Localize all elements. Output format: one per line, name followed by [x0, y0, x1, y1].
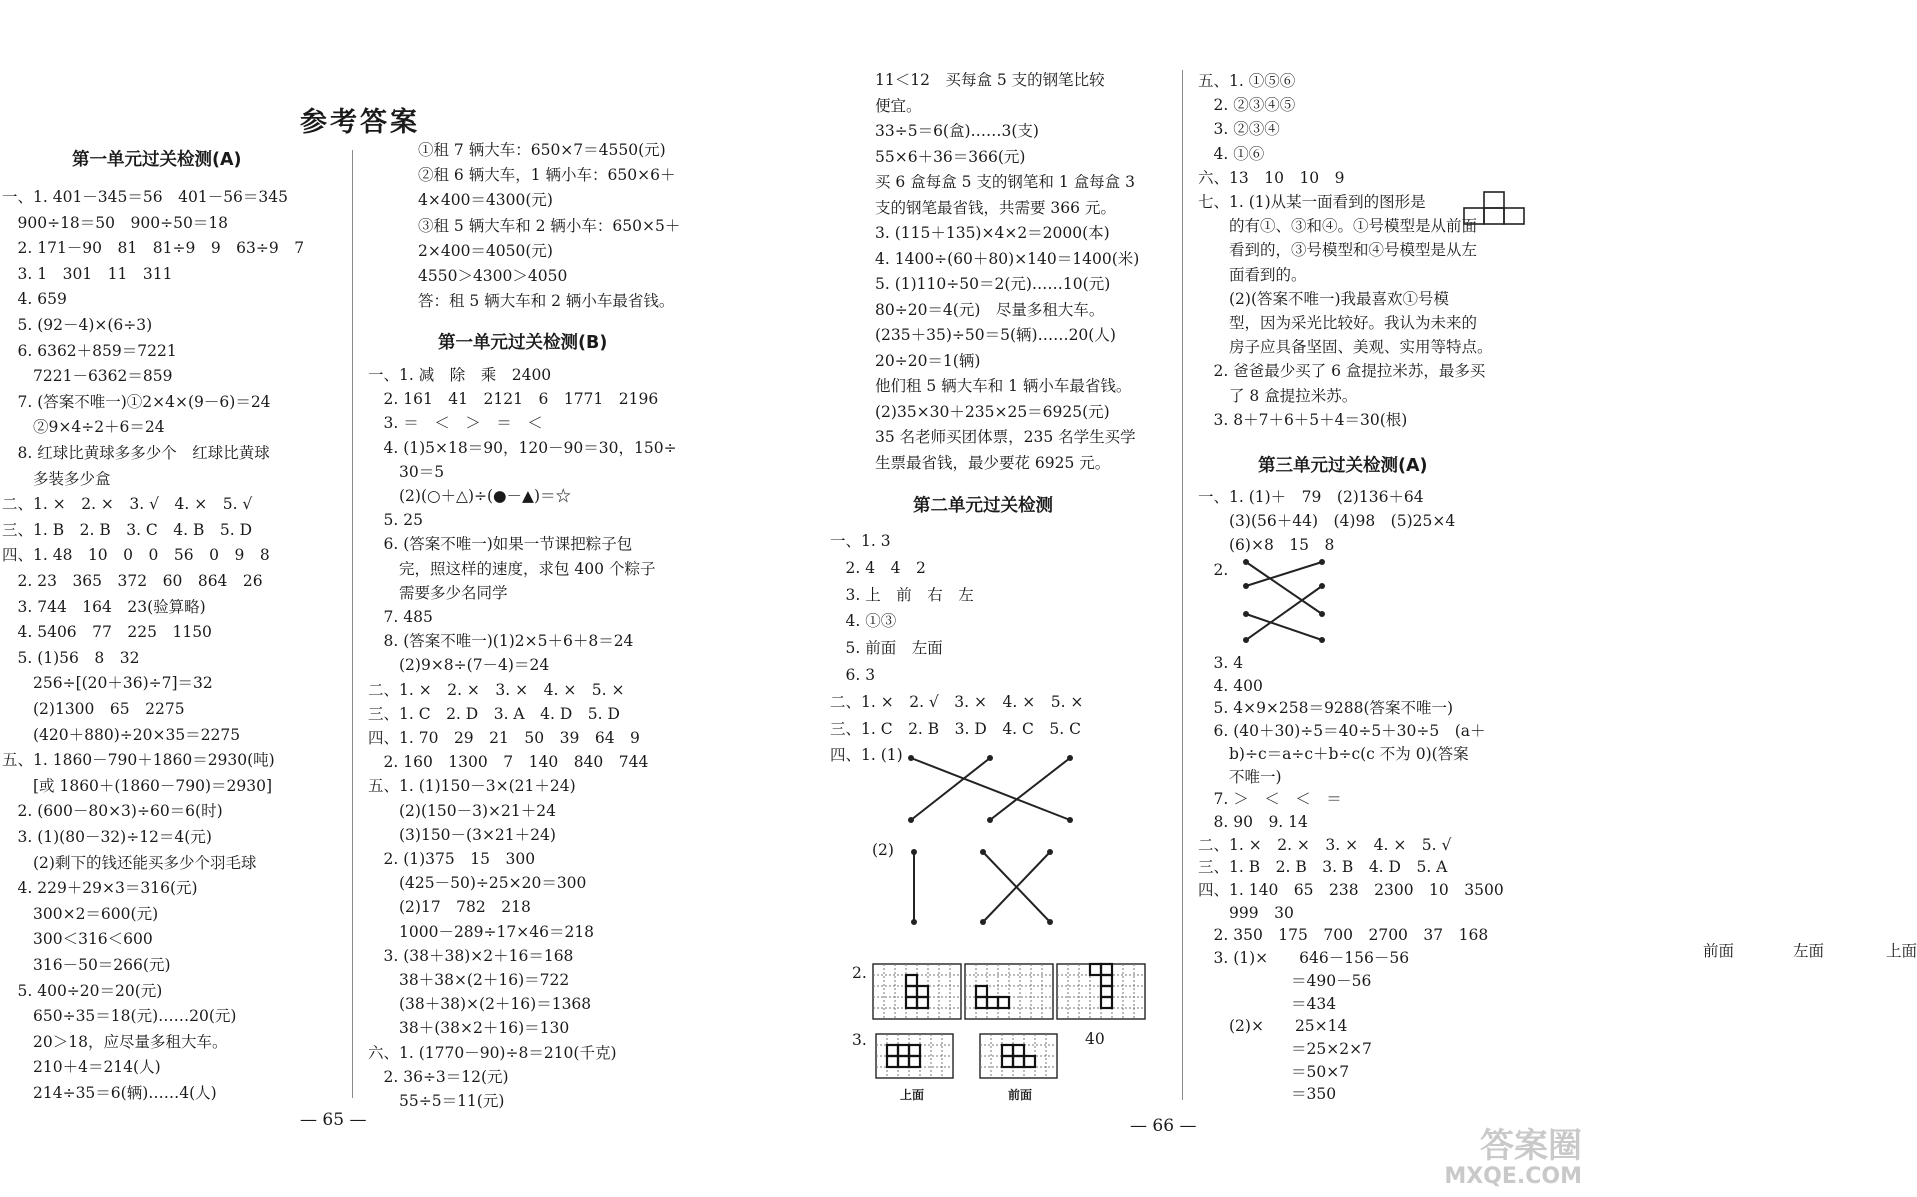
matching-diagram-1	[905, 752, 1085, 827]
answer-line: 6. (答案不唯一)如果一节课把粽子包	[368, 535, 633, 554]
answer-line: 六、13 10 10 9	[1198, 168, 1345, 187]
answer-line: ③租 5 辆大车和 2 辆小车：650×5＋	[418, 216, 681, 235]
answer-line: 六、1. (1770－90)÷8＝210(千克)	[368, 1043, 617, 1062]
answer-line: 3. 1 301 11 311	[2, 264, 173, 283]
answer-line: (2)(答案不唯一)我最喜欢①号模	[1198, 289, 1450, 308]
view-grids-q3	[876, 1032, 1056, 1084]
answer-line: 2. 160 1300 7 140 840 744	[368, 753, 649, 772]
answer-line: 3. 8＋7＋6＋5＋4＝30(根)	[1198, 410, 1408, 429]
answer-line: 2. 350 175 700 2700 37 168	[1198, 926, 1489, 945]
answer-line: 需要多少名同学	[368, 583, 508, 602]
answer-line: 五、1. (1)150－3×(21＋24)	[368, 777, 576, 796]
answer-line: 4. ①⑥	[1198, 144, 1265, 163]
answer-line: 4. ①③	[830, 612, 897, 631]
page-number: — 65 —	[300, 1110, 367, 1130]
answer-line: 一、1. 减 除 乘 2400	[368, 366, 552, 384]
answer-line: ＝434	[1198, 994, 1337, 1013]
answer-line: (2)1300 65 2275	[2, 700, 185, 718]
grid3-label-front: 前面	[1008, 1088, 1033, 1102]
answer-line: 4. 400	[1198, 676, 1263, 695]
answer-line: (2)17 782 218	[368, 898, 531, 917]
answer-line: ②9×4÷2＋6＝24	[2, 418, 165, 437]
answer-line: 3. 744 164 23(验算略)	[2, 597, 206, 616]
answer-line: 面看到的。	[1198, 265, 1307, 284]
answer-line: 3. 4	[1198, 654, 1244, 672]
answer-line: 2. 爸爸最少买了 6 盒提拉米苏，最多买	[1198, 362, 1486, 381]
answer-line: 四、1. 48 10 0 0 56 0 9 8	[2, 546, 270, 565]
answer-line: 三、1. B 2. B 3. B 4. D 5. A	[1198, 858, 1448, 877]
grid-label-front: 前面	[1703, 942, 1735, 960]
answer-line: 买 6 盒每盒 5 支的钢笔和 1 盒每盒 3	[875, 173, 1135, 191]
answer-line: 一、1. (1)＋ 79 (2)136＋64	[1198, 488, 1424, 506]
answer-line: 7. 485	[368, 608, 433, 626]
answer-line: b)÷c＝a÷c＋b÷c(c 不为 0)(答案	[1198, 744, 1469, 763]
answer-line: 完，照这样的速度，求包 400 个粽子	[368, 559, 656, 578]
answer-line: 五、1. ①⑤⑥	[1198, 72, 1296, 90]
answer-line: 20÷20＝1(辆)	[875, 351, 981, 370]
answer-line: 五、1. 1860－790＋1860＝2930(吨)	[2, 751, 275, 770]
answer-line: 答：租 5 辆大车和 2 辆小车最省钱。	[418, 292, 675, 311]
answer-line: 三、1. C 2. D 3. A 4. D 5. D	[368, 704, 620, 723]
answer-line: 生票最省钱，最少要花 6925 元。	[875, 453, 1111, 472]
answer-line: 33÷5＝6(盒)……3(支)	[875, 122, 1039, 140]
answer-line: 三、1. B 2. B 3. C 4. B 5. D	[2, 520, 253, 539]
answer-line: (425－50)÷25×20＝300	[368, 874, 587, 893]
answer-line: 四、1. 70 29 21 50 39 64 9	[368, 729, 640, 747]
q3-label: 3.	[852, 1031, 867, 1049]
answer-line: 2×400＝4050(元)	[418, 241, 553, 260]
column-divider	[352, 150, 353, 1098]
answer-line: 房子应具备坚固、美观、实用等特点。	[1198, 338, 1493, 357]
watermark	[1444, 1127, 1582, 1189]
shape-view-icon	[1462, 190, 1530, 228]
answer-line: (3)150－(3×21＋24)	[368, 825, 556, 844]
answer-line: 看到的，③号模型和④号模型是从左	[1198, 241, 1478, 260]
answer-line: 便宜。	[875, 96, 922, 115]
right-page	[800, 0, 1917, 1197]
answer-line: 四、1. (1)	[830, 746, 903, 765]
answer-line: 5. 400÷20＝20(元)	[2, 981, 163, 1000]
answer-line: 8. (答案不唯一)(1)2×5＋6＋8＝24	[368, 632, 634, 651]
answer-line: ＝350	[1198, 1085, 1337, 1104]
answer-line: (3)(56＋44) (4)98 (5)25×4	[1198, 512, 1456, 531]
answer-line: 300×2＝600(元)	[2, 904, 159, 923]
section-title-unit1a: 第一单元过关检测(A)	[72, 150, 242, 170]
answer-line: 5. (92－4)×(6÷3)	[2, 316, 153, 334]
answer-line: 3. ＝ ＜ ＞ ＝ ＜	[368, 414, 543, 433]
watermark-text: 答案圈	[1480, 1126, 1582, 1166]
matching-diagram-2	[908, 848, 1058, 928]
answer-line: 三、1. C 2. B 3. D 4. C 5. C	[830, 719, 1081, 738]
answer-line: 7221－6362＝859	[2, 367, 173, 386]
answer-line: 7. ＞ ＜ ＜ ＝	[1198, 790, 1342, 809]
answer-line: 四、1. 140 65 238 2300 10 3500	[1198, 881, 1504, 899]
answer-line: 二、1. × 2. × 3. × 4. × 5. √	[1198, 835, 1452, 854]
answer-line: 2. 171－90 81 81÷9 9 63÷9 7	[2, 239, 305, 258]
answer-line: 多装多少盒	[2, 469, 111, 488]
answer-line: (2)(150－3)×21＋24	[368, 801, 556, 820]
answer-line: 316－50＝266(元)	[2, 956, 171, 974]
answer-line: 2. 4 4 2	[830, 558, 926, 577]
answer-line: 55×6＋36＝366(元)	[875, 147, 1026, 166]
answer-line: 二、1. × 2. × 3. √ 4. × 5. √	[2, 495, 253, 514]
answer-line: 2. 36÷3＝12(元)	[368, 1067, 509, 1086]
left-page	[0, 0, 800, 1197]
answer-line: ②租 6 辆大车，1 辆小车：650×6＋	[418, 166, 676, 185]
q2-label: 2.	[852, 964, 867, 982]
answer-line: 300＜316＜600	[2, 930, 153, 949]
answer-line: 11＜12 买每盒 5 支的钢笔比较	[875, 71, 1105, 89]
answer-line: (420＋880)÷20×35＝2275	[2, 725, 241, 744]
answer-line: 20＞18，应尽量多租大车。	[2, 1032, 228, 1051]
answer-line: 5. (1)110÷50＝2(元)……10(元)	[875, 275, 1111, 293]
answer-line: 7. (答案不唯一)①2×4×(9－6)＝24	[2, 392, 271, 411]
answer-line: 256÷[(20＋36)÷7]＝32	[2, 674, 213, 693]
answer-line: 6. 6362＋859＝7221	[2, 341, 177, 360]
answer-line: 2.	[1198, 560, 1229, 579]
answer-line: 4. 229＋29×3＝316(元)	[2, 879, 198, 898]
answer-line: 七、1. (1)从某一面看到的图形是	[1198, 193, 1426, 211]
column-divider	[1182, 70, 1183, 1100]
answer-line: 3. (1)(80－32)÷12＝4(元)	[2, 828, 212, 846]
answer-line: 的有①、③和④。①号模型是从前面	[1198, 217, 1478, 236]
grid3-label-top: 上面	[900, 1088, 925, 1102]
answer-line: 4×400＝4300(元)	[418, 191, 553, 210]
page-number: — 66 —	[1130, 1116, 1197, 1136]
answer-line: 4550＞4300＞4050	[418, 267, 568, 285]
answer-line: 二、1. × 2. × 3. × 4. × 5. ×	[368, 680, 625, 699]
answer-line: 650÷35＝18(元)……20(元)	[2, 1007, 237, 1026]
answer-line: [或 1860＋(1860－790)＝2930]	[2, 776, 273, 795]
answer-line: 4. 1400÷(60＋80)×140＝1400(米)	[875, 249, 1140, 268]
answer-line: 30＝5	[368, 462, 445, 481]
section-title-unit2: 第二单元过关检测	[913, 496, 1053, 516]
answer-line: 他们租 5 辆大车和 1 辆小车最省钱。	[875, 377, 1132, 395]
answer-line: 38＋38×(2＋16)＝722	[368, 971, 570, 989]
answer-line: ＝50×7	[1198, 1062, 1350, 1081]
answer-line: 不唯一)	[1198, 767, 1282, 786]
answer-line: (2)35×30＋235×25＝6925(元)	[875, 402, 1110, 421]
stray-number-40: 40	[1085, 1030, 1105, 1048]
answer-line: 999 30	[1198, 903, 1294, 922]
answer-line: 一、1. 401－345＝56 401－56＝345	[2, 188, 289, 206]
answer-line: 214÷35＝6(辆)……4(人)	[2, 1084, 217, 1102]
section-title-unit1b: 第一单元过关检测(B)	[438, 333, 608, 353]
answer-line: 35 名老师买团体票，235 名学生买学	[875, 428, 1136, 446]
answer-line: (2)剩下的钱还能买多少个羽毛球	[2, 853, 257, 872]
answer-line: (2)(○＋△)÷(●－▲)＝☆	[368, 487, 572, 505]
answer-line: 支的钢笔最省钱，共需要 366 元。	[875, 198, 1116, 217]
answer-line: 型，因为采光比较好。我认为未来的	[1198, 314, 1478, 332]
answer-line: 5. 前面 左面	[830, 639, 943, 658]
label-2: (2)	[872, 841, 894, 859]
answer-line: 38＋(38×2＋16)＝130	[368, 1019, 570, 1038]
answer-line: 8. 红球比黄球多多少个 红球比黄球	[2, 444, 270, 462]
answer-line: 80÷20＝4(元) 尽量多租大车。	[875, 300, 1105, 319]
grid-label-top: 上面	[1886, 942, 1917, 960]
page-title: 参考答案	[300, 107, 420, 138]
answer-line: 1000－289÷17×46＝218	[368, 922, 595, 941]
answer-line: (6)×8 15 8	[1198, 536, 1335, 555]
grid-label-left: 左面	[1793, 942, 1825, 960]
answer-line: 3. (115＋135)×4×2＝2000(本)	[875, 224, 1110, 242]
answer-line: 3. (1)× 646－156－56	[1198, 949, 1410, 968]
answer-line: 4. 659	[2, 290, 67, 309]
answer-line: ＝25×2×7	[1198, 1039, 1372, 1058]
answer-line: 210＋4＝214(人)	[2, 1058, 161, 1077]
answer-line: 900÷18＝50 900÷50＝18	[2, 213, 229, 232]
answer-line: 5. 4×9×258＝9288(答案不唯一)	[1198, 699, 1454, 718]
answer-line: 5. (1)56 8 32	[2, 648, 140, 667]
answer-line: 2. 161 41 2121 6 1771 2196	[368, 390, 659, 409]
answer-line: (2)× 25×14	[1198, 1017, 1348, 1036]
answer-line: (2)9×8÷(7－4)＝24	[368, 656, 550, 675]
matching-diagram-3	[1240, 556, 1360, 646]
answer-line: 8. 90 9. 14	[1198, 812, 1308, 831]
answer-line: 4. 5406 77 225 1150	[2, 623, 212, 642]
answer-line: 了 8 盒提拉米苏。	[1198, 386, 1358, 405]
answer-line: ①租 7 辆大车：650×7＝4550(元)	[418, 141, 666, 159]
answer-line: 一、1. 3	[830, 532, 891, 550]
answer-line: 6. 3	[830, 666, 876, 684]
answer-line: (235＋35)÷50＝5(辆)……20(人)	[875, 326, 1116, 344]
answer-line: 二、1. × 2. √ 3. × 4. × 5. ×	[830, 692, 1084, 711]
section-title-unit3a: 第三单元过关检测(A)	[1258, 456, 1428, 476]
answer-line: 3. 上 前 右 左	[830, 585, 974, 604]
view-grids-q2	[873, 962, 1153, 1024]
answer-line: 3. ②③④	[1198, 120, 1280, 139]
watermark-url: MXQE.COM	[1444, 1164, 1582, 1189]
answer-line: 6. (40＋30)÷5＝40÷5＋30÷5 (a＋	[1198, 722, 1486, 741]
answer-line: 55÷5＝11(元)	[368, 1092, 505, 1110]
answer-line: 2. ②③④⑤	[1198, 96, 1296, 115]
answer-line: 2. (600－80×3)÷60＝6(时)	[2, 802, 223, 821]
answer-line: 2. (1)375 15 300	[368, 850, 536, 868]
answer-line: (38＋38)×(2＋16)＝1368	[368, 995, 592, 1014]
answer-line: 3. (38＋38)×2＋16＝168	[368, 946, 574, 965]
answer-line: 5. 25	[368, 511, 423, 530]
answer-line: 2. 23 365 372 60 864 26	[2, 572, 263, 590]
answer-line: ＝490－56	[1198, 971, 1372, 990]
answer-line: 4. (1)5×18＝90，120－90＝30，150÷	[368, 438, 677, 457]
